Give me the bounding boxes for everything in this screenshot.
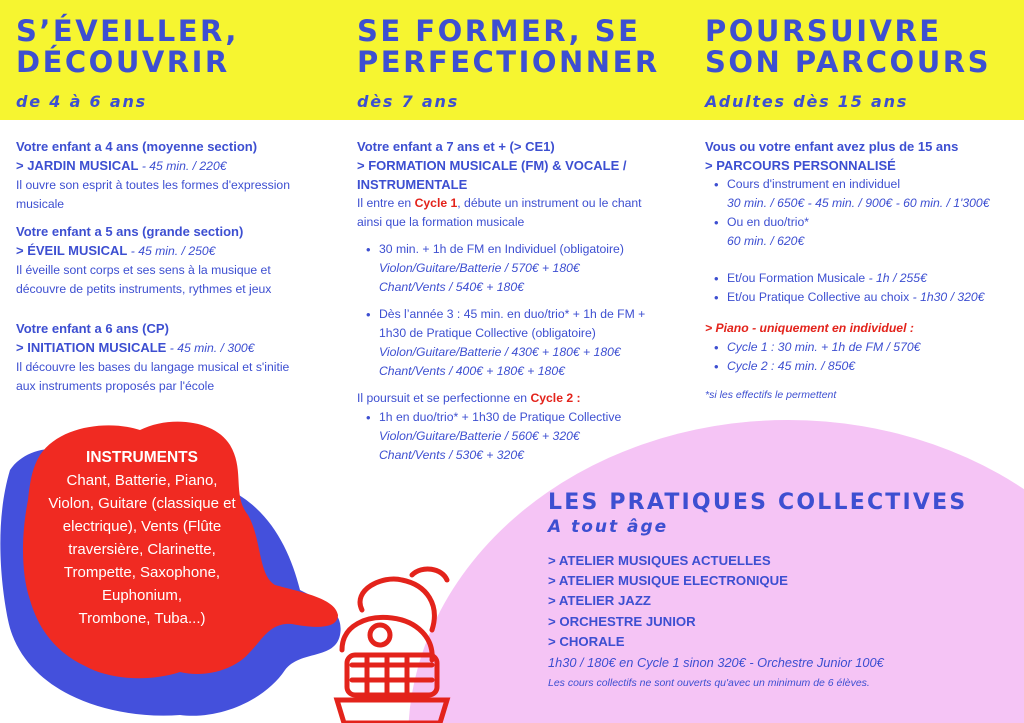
collectives-section [548,490,1018,692]
course-name: > FORMATION MUSICALE (FM) & VOCALE / [357,158,627,173]
collectives-title: LES PRATIQUES COLLECTIVES [548,490,968,515]
list-item [727,175,1020,213]
age-subtitle: de 4 à 6 ans [16,92,147,111]
instruments-title: INSTRUMENTS [86,449,198,466]
section-lead: Vous ou votre enfant avez plus de 15 ans [705,139,959,154]
bullet-price: 60 min. / 620€ [727,234,805,248]
course-name: > INITIATION MUSICALE [16,340,167,355]
instruments-text [26,446,258,630]
course-name: INSTRUMENTALE [357,177,468,192]
column-eveiller [16,137,336,396]
intro-text: ainsi que la formation musicale [357,215,525,229]
bullet-price: Chant/Vents / 400€ + 180€ + 180€ [379,364,565,378]
course-price: - 45 min. / 300€ [166,341,255,355]
bullet-price: - 1h / 255€ [865,271,927,285]
bullet-text: • 1h en duo/trio* + 1h30 de Pratique Collective [379,410,622,424]
footnote: *si les effectifs le permettent [705,389,837,401]
course-price: - 45 min. / 220€ [138,159,227,173]
collectives-list [548,551,1018,652]
instruments-line: Trombone, Tuba...) [78,610,206,627]
title-line: SON PARCOURS [705,45,991,79]
bullet-text: • Ou en duo/trio* [727,215,809,229]
course-name: > ÉVEIL MUSICAL [16,243,128,258]
bullet-price: Violon/Guitare/Batterie / 430€ + 180€ + 180€ [379,345,621,359]
bullet-list [357,240,687,381]
list-item [379,408,687,465]
section-lead: Votre enfant a 7 ans et + (> CE1) [357,139,555,154]
age-subtitle: dès 7 ans [357,92,460,111]
intro-text: Il poursuit et se perfectionne en [357,391,531,405]
cycle-label: Cycle 2 : [530,391,581,405]
bullet-price: Violon/Guitare/Batterie / 570€ + 180€ [379,261,580,275]
course-desc: Il éveille sont corps et ses sens à la musique et [16,263,271,277]
course-desc: musicale [16,197,65,211]
collectives-subtitle: A tout âge [548,517,669,537]
instruments-line: Chant, Batterie, Piano, [66,472,218,489]
bullet-price: Violon/Guitare/Batterie / 560€ + 320€ [379,429,580,443]
course-price: - 45 min. / 250€ [127,244,216,258]
list-item [379,305,687,381]
collectives-note: Les cours collectifs ne sont ouverts qu'avec un minimum de 6 élèves. [548,677,870,690]
list-item [727,357,1020,376]
bullet-text: 1h30 de Pratique Collective (obligatoire) [379,326,596,340]
instruments-line: Euphonium, [101,587,183,604]
bullet-price: Chant/Vents / 530€ + 320€ [379,448,524,462]
bullet-text: • Dès l’année 3 : 45 min. en duo/trio* + 1h de FM + [379,307,646,321]
course-name: > JARDIN MUSICAL [16,158,139,173]
section-lead: Votre enfant a 4 ans (moyenne section) [16,139,258,154]
list-item: > ATELIER MUSIQUE ELECTRONIQUE [548,573,788,589]
instruments-line: Trompette, Saxophone, [63,564,221,581]
piano-heading: > Piano - uniquement en individuel : [705,321,914,335]
course-desc: Il découvre les bases du langage musical et s'initie [16,360,290,374]
list-item: > CHORALE [548,633,625,649]
list-item: > ATELIER JAZZ [548,593,651,609]
instruments-line: electrique), Vents (Flûte [62,518,222,535]
list-item [727,338,1020,357]
bullet-price: 30 min. / 650€ - 45 min. / 900€ - 60 min. / 1'300€ [727,196,990,210]
bullet-text: Et/ou Formation Musicale [727,271,866,285]
course-desc: aux instruments proposés par l'école [16,379,215,393]
bullet-list [705,175,1020,307]
column-poursuivre [705,137,1020,405]
header-col-former [357,14,660,111]
list-item [379,240,687,297]
bullet-text: • 30 min. + 1h de FM en Individuel (obligatoire) [379,242,624,256]
bullet-price: Cycle 2 : 45 min. / 850€ [727,359,856,373]
list-item [727,288,1020,307]
intro-text: , débute un instrument ou le chant [457,196,642,210]
instruments-line: Violon, Guitare (classique et [48,495,236,512]
title-line: SE FORMER, SE [357,14,641,48]
euphonium-icon [322,560,462,723]
column-former [357,137,687,465]
bullet-list [705,338,1020,376]
section-lead: Votre enfant a 5 ans (grande section) [16,224,244,239]
bullet-text: • Cours d'instrument en individuel [727,177,901,191]
title-line: POURSUIVRE [705,14,942,48]
header-col-poursuivre [705,14,991,111]
list-item [727,213,1020,251]
header-col-eveiller [16,14,239,111]
bullet-price: Chant/Vents / 540€ + 180€ [379,280,524,294]
course-desc: Il ouvre son esprit à toutes les formes d'expression [16,178,290,192]
course-desc: découvre de petits instruments, rythmes et jeux [16,282,272,296]
title-line: PERFECTIONNER [357,45,660,79]
bullet-price: Cycle 1 : 30 min. + 1h de FM / 570€ [727,340,921,354]
collectives-price: 1h30 / 180€ en Cycle 1 sinon 320€ - Orchestre Junior 100€ [548,655,884,671]
bullet-list [357,408,687,465]
section-lead: Votre enfant a 6 ans (CP) [16,321,169,336]
cycle-label: Cycle 1 [414,196,458,210]
intro-text: Il entre en [357,196,415,210]
list-item [727,269,1020,288]
instruments-line: traversière, Clarinette, [68,541,216,558]
list-item: > ORCHESTRE JUNIOR [548,613,696,629]
title-line: S’ÉVEILLER, [16,14,239,48]
bullet-price: - 1h30 / 320€ [909,290,985,304]
course-name: > PARCOURS PERSONNALISÉ [705,158,896,173]
age-subtitle: Adultes dès 15 ans [705,92,909,111]
title-line: DÉCOUVRIR [16,45,230,79]
bullet-text: Et/ou Pratique Collective au choix [727,290,910,304]
list-item: > ATELIER MUSIQUES ACTUELLES [548,553,771,568]
